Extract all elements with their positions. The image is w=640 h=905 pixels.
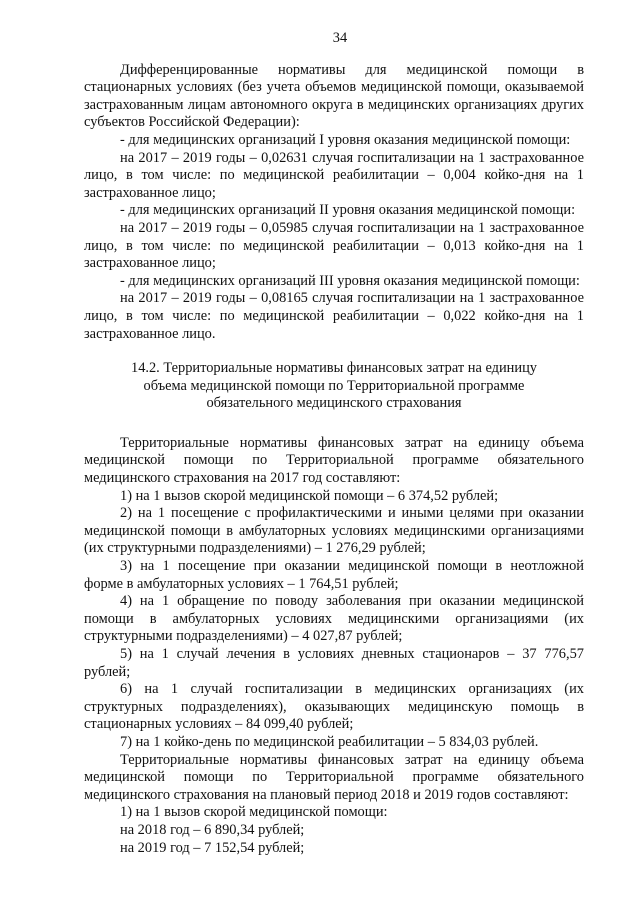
level-3-heading: - для медицинских организаций III уровня оказания медицинской помощи: bbox=[120, 272, 580, 289]
section-heading-line: 14.2. Территориальные нормативы финансовых затрат на единицу bbox=[131, 360, 537, 377]
list-item: 2) на 1 посещение с профилактическими и иными целями при оказании медицинской помощи в амбулаторных условиях медицинскими организациями (их структурными подразделениями) – 1 276,29 рублей; bbox=[84, 505, 584, 557]
list-item: 5) на 1 случай лечения в условиях дневных стационаров – 37 776,57 рублей; bbox=[84, 646, 584, 680]
list-item: 1) на 1 вызов скорой медицинской помощи: bbox=[120, 804, 388, 821]
financial-intro-paragraph: Территориальные нормативы финансовых затрат на единицу объема медицинской помощи по Территориальной программе обязательного медицинского страхования на 2017 год составляют: bbox=[84, 434, 584, 487]
level-1-heading: - для медицинских организаций I уровня оказания медицинской помощи: bbox=[120, 131, 571, 148]
level-2-heading: - для медицинских организаций II уровня оказания медицинской помощи: bbox=[120, 202, 576, 219]
level-1-values: на 2017 – 2019 годы – 0,02631 случая госпитализации на 1 застрахованное лицо, в том числе: по медицинской реабилитации – 0,004 койко-дня на 1 застрахованное лицо; bbox=[84, 149, 584, 201]
planned-period-paragraph: Территориальные нормативы финансовых затрат на единицу объема медицинской помощи по Территориальной программе обязательного медицинского страхования на плановый период 2018 и 2019 годов составляют: bbox=[84, 751, 584, 803]
level-2-values: на 2017 – 2019 годы – 0,05985 случая госпитализации на 1 застрахованное лицо, в том числе: по медицинской реабилитации – 0,013 койко-дня на 1 застрахованное лицо; bbox=[84, 219, 584, 272]
document-page bbox=[84, 30, 584, 857]
year-value-line: на 2018 год – 6 890,34 рублей; bbox=[120, 821, 305, 838]
list-item: 3) на 1 посещение при оказании медицинской помощи в неотложной форме в амбулаторных условиях – 1 764,51 рублей; bbox=[84, 558, 584, 592]
section-heading bbox=[84, 360, 584, 413]
list-item: 6) на 1 случай госпитализации в медицинских организациях (их структурных подразделениях), оказывающих медицинскую помощь в стационарных условиях – 84 099,40 рублей; bbox=[84, 681, 584, 733]
standards-section bbox=[84, 62, 584, 344]
intro-paragraph: Дифференцированные нормативы для медицинской помощи в стационарных условиях (без учета объемов медицинской помощи, оказываемой застрахованным лицам автономного округа в медицинских организациях других субъектов Российской Федерации): bbox=[84, 61, 584, 131]
level-3-values: на 2017 – 2019 годы – 0,08165 случая госпитализации на 1 застрахованное лицо, в том числе: по медицинской реабилитации – 0,022 койко-дня на 1 застрахованное лицо. bbox=[84, 290, 584, 342]
year-value-line: на 2019 год – 7 152,54 рублей; bbox=[120, 839, 305, 856]
list-item: 7) на 1 койко-день по медицинской реабилитации – 5 834,03 рублей. bbox=[120, 733, 539, 750]
section-heading-line: обязательного медицинского страхования bbox=[206, 395, 462, 412]
page-number: 34 bbox=[332, 30, 348, 46]
section-heading-line: объема медицинской помощи по Территориальной программе bbox=[143, 377, 525, 394]
list-item: 4) на 1 обращение по поводу заболевания при оказании медицинской помощи в амбулаторных условиях медицинскими организациями (их структурными подразделениями) – 4 027,87 рублей; bbox=[84, 593, 584, 645]
financial-standards-section bbox=[84, 435, 584, 857]
list-item: 1) на 1 вызов скорой медицинской помощи – 6 374,52 рублей; bbox=[120, 487, 499, 504]
